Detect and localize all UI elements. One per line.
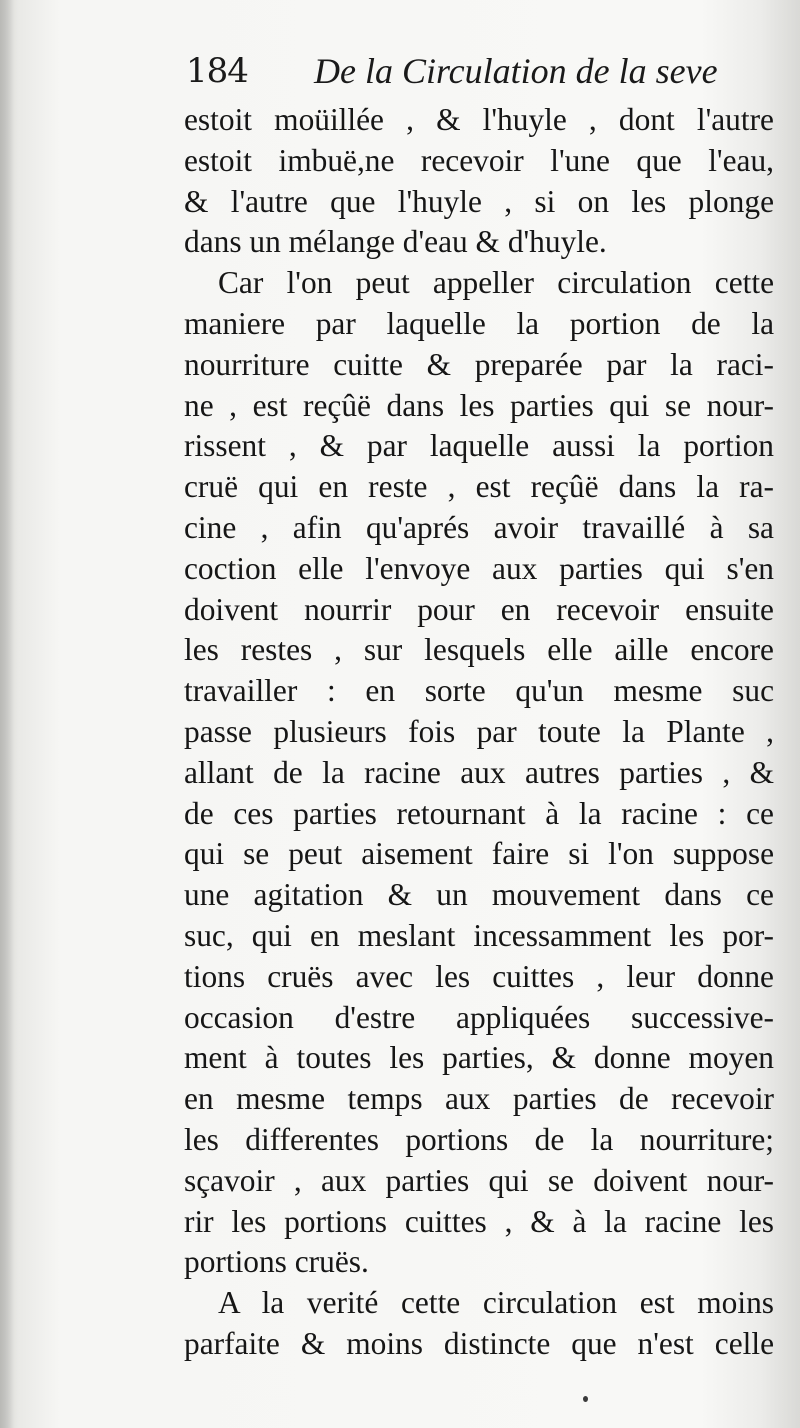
body-text <box>184 100 774 1365</box>
text-line: rir les portions cuittes , & à la racine les <box>184 1203 774 1239</box>
text-line: Car l'on peut appeller circulation cette <box>218 265 774 301</box>
text-line: rissent , & par laquelle aussi la portion <box>184 428 774 464</box>
text-line: les differentes portions de la nourriture; <box>184 1121 774 1157</box>
page-header <box>186 44 718 98</box>
text-line: doivent nourrir pour en recevoir ensuite <box>184 591 774 627</box>
text-line: allant de la racine aux autres parties , & <box>184 754 774 790</box>
gutter-shadow <box>0 0 14 1428</box>
text-line: & l'autre que l'huyle , si on les plonge <box>184 183 774 219</box>
text-line: une agitation & un mouvement dans ce <box>184 877 774 913</box>
text-line: maniere par laquelle la portion de la <box>184 305 774 341</box>
text-line: nourriture cuitte & preparée par la raci- <box>184 346 774 382</box>
text-line: suc, qui en meslant incessamment les por- <box>184 917 774 953</box>
text-line: de ces parties retournant à la racine : ce <box>184 795 774 831</box>
text-line: sçavoir , aux parties qui se doivent nour- <box>184 1162 774 1198</box>
text-line: parfaite & moins distincte que n'est celle <box>184 1325 774 1361</box>
text-line: A la verité cette circulation est moins <box>218 1285 774 1321</box>
text-line: en mesme temps aux parties de recevoir <box>184 1081 774 1117</box>
text-line: passe plusieurs fois par toute la Plante , <box>184 713 774 749</box>
text-line: ne , est reçûë dans les parties qui se nour- <box>184 387 774 423</box>
running-head: De la Circulation de la seve <box>314 51 718 91</box>
text-line: cruë qui en reste , est reçûë dans la ra- <box>184 469 774 505</box>
text-line: dans un mélange d'eau & d'huyle. <box>184 224 607 260</box>
text-line: portions cruës. <box>184 1244 369 1280</box>
text-line: ment à toutes les parties, & donne moyen <box>184 1040 774 1076</box>
text-line: cine , afin qu'aprés avoir travaillé à sa <box>184 509 774 545</box>
text-line: occasion d'estre appliquées successive- <box>184 999 774 1035</box>
text-line: les restes , sur lesquels elle aille encore <box>184 632 774 668</box>
text-line: qui se peut aisement faire si l'on suppose <box>184 836 774 872</box>
text-line: estoit moüillée , & l'huyle , dont l'autre <box>184 102 774 137</box>
text-line: estoit imbuë,ne recevoir l'une que l'eau, <box>184 142 774 178</box>
text-line: coction elle l'envoye aux parties qui s'en <box>184 550 774 586</box>
ink-speck <box>583 1396 588 1402</box>
text-line: tions cruës avec les cuittes , leur donne <box>184 958 774 994</box>
page-number: 184 <box>186 51 248 91</box>
text-line: travailler : en sorte qu'un mesme suc <box>184 673 774 709</box>
